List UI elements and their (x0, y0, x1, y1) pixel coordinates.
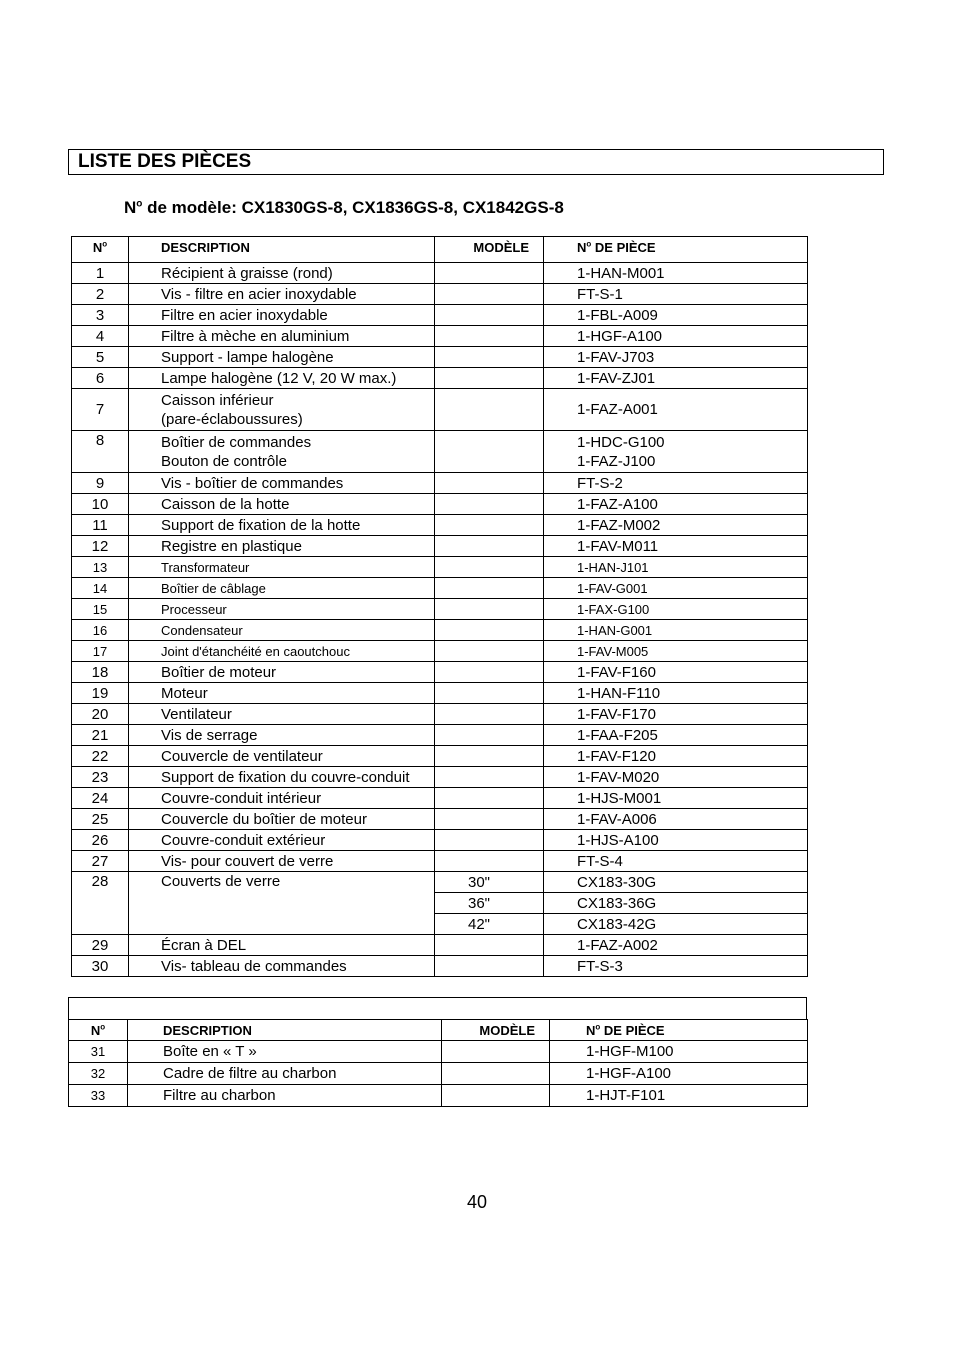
part-number-index: 30 (72, 956, 129, 977)
part-model (435, 767, 544, 788)
table-row (72, 536, 808, 557)
table-row (72, 725, 808, 746)
table-row (69, 1041, 808, 1063)
table-row (72, 935, 808, 956)
part-model (435, 788, 544, 809)
part-number-index: 26 (72, 830, 129, 851)
part-description: Lampe halogène (12 V, 20 W max.) (129, 368, 435, 389)
part-number-index: 1 (72, 263, 129, 284)
part-description: Couvercle du boîtier de moteur (129, 809, 435, 830)
table-row (72, 851, 808, 872)
part-number-index: 25 (72, 809, 129, 830)
header-description: DESCRIPTION (129, 237, 435, 263)
part-number-index: 7 (72, 389, 129, 431)
part-number-index: 5 (72, 347, 129, 368)
part-number-index: 13 (72, 557, 129, 578)
part-code: 1-FBL-A009 (544, 305, 808, 326)
part-description: Couverts de verre (129, 872, 435, 935)
part-code: 1-FAV-F170 (544, 704, 808, 725)
table-row (72, 599, 808, 620)
part-code: FT-S-3 (544, 956, 808, 977)
table-row (72, 620, 808, 641)
part-description: Caisson inférieur (pare-éclaboussures) (129, 389, 435, 431)
part-number-index: 9 (72, 473, 129, 494)
part-description: Cadre de filtre au charbon (128, 1063, 442, 1085)
part-model (435, 683, 544, 704)
part-model (435, 557, 544, 578)
part-description: Récipient à graisse (rond) (129, 263, 435, 284)
part-number-index: 24 (72, 788, 129, 809)
table-row (72, 284, 808, 305)
table-row (72, 326, 808, 347)
part-description: Boîtier de moteur (129, 662, 435, 683)
section-title: LISTE DES PIÈCES (78, 151, 252, 172)
part-model (435, 746, 544, 767)
part-model (435, 809, 544, 830)
part-model (435, 578, 544, 599)
part-description: Boîtier de commandes Bouton de contrôle (129, 431, 435, 473)
part-code: 1-HGF-A100 (544, 326, 808, 347)
table-row (72, 788, 808, 809)
part-number-index: 27 (72, 851, 129, 872)
table-row (72, 473, 808, 494)
table-row (72, 557, 808, 578)
part-code: 1-FAV-J703 (544, 347, 808, 368)
part-model (442, 1041, 550, 1063)
table-row (72, 494, 808, 515)
table-row (72, 263, 808, 284)
table-row (72, 662, 808, 683)
part-code: 1-FAV-A006 (544, 809, 808, 830)
header-part-no: $N^o$ DE PIÈCE (544, 237, 808, 263)
table-row (69, 1085, 808, 1107)
part-description: Couvre-conduit extérieur (129, 830, 435, 851)
parts-table (71, 236, 808, 977)
part-code: 1-FAV-F120 (544, 746, 808, 767)
part-number-index: 22 (72, 746, 129, 767)
part-model (435, 347, 544, 368)
part-code: 1-FAV-G001 (544, 578, 808, 599)
part-model (435, 389, 544, 431)
part-model (435, 956, 544, 977)
part-code: 1-FAZ-A100 (544, 494, 808, 515)
part-description: Boîte en « T » (128, 1041, 442, 1063)
table-row (72, 389, 808, 431)
table-row (72, 368, 808, 389)
part-description: Couvercle de ventilateur (129, 746, 435, 767)
part-description: Vis de serrage (129, 725, 435, 746)
part-model: 42" (435, 914, 544, 935)
part-number-index: 15 (72, 599, 129, 620)
part-model (435, 599, 544, 620)
part-model (435, 494, 544, 515)
table-row (72, 515, 808, 536)
header-model: MODÈLE (442, 1020, 550, 1041)
part-model (435, 263, 544, 284)
part-model (435, 725, 544, 746)
part-code: FT-S-4 (544, 851, 808, 872)
header-model: MODÈLE (435, 237, 544, 263)
accessories-title-box (68, 997, 807, 1020)
table-row (72, 830, 808, 851)
part-model (435, 368, 544, 389)
header-part-no: $N^o$ DE PIÈCE (550, 1020, 808, 1041)
part-number-index: 11 (72, 515, 129, 536)
part-model (435, 536, 544, 557)
table-row (72, 704, 808, 725)
part-model (435, 431, 544, 473)
table-row (72, 683, 808, 704)
part-code: 1-HJS-M001 (544, 788, 808, 809)
part-model (435, 935, 544, 956)
part-code: 1-HAN-G001 (544, 620, 808, 641)
part-description: Vis - boîtier de commandes (129, 473, 435, 494)
part-description: Condensateur (129, 620, 435, 641)
part-description: Vis- pour couvert de verre (129, 851, 435, 872)
part-model (435, 704, 544, 725)
part-number-index: 29 (72, 935, 129, 956)
part-model (442, 1063, 550, 1085)
part-code: 1-FAV-F160 (544, 662, 808, 683)
part-number-index: 4 (72, 326, 129, 347)
part-code: 1-FAV-ZJ01 (544, 368, 808, 389)
part-description: Filtre en acier inoxydable (129, 305, 435, 326)
accessories-table (68, 1019, 808, 1107)
part-model (435, 662, 544, 683)
part-number-index: 6 (72, 368, 129, 389)
part-code: 1-FAZ-A001 (544, 389, 808, 431)
table-row (72, 578, 808, 599)
part-description: Support de fixation du couvre-conduit (129, 767, 435, 788)
header-no: $N^o$ (72, 237, 129, 263)
part-number-index: 31 (69, 1041, 128, 1063)
header-description: DESCRIPTION (128, 1020, 442, 1041)
part-number-index: 23 (72, 767, 129, 788)
part-description: Registre en plastique (129, 536, 435, 557)
part-number-index: 16 (72, 620, 129, 641)
part-description: Moteur (129, 683, 435, 704)
part-code: CX183-30G (544, 872, 808, 893)
part-model (435, 284, 544, 305)
part-model (435, 830, 544, 851)
part-model (435, 641, 544, 662)
part-code: 1-FAX-G100 (544, 599, 808, 620)
table-row (72, 872, 808, 893)
part-number-index: 20 (72, 704, 129, 725)
part-number-index: 2 (72, 284, 129, 305)
part-number-index: 10 (72, 494, 129, 515)
part-description: Support de fixation de la hotte (129, 515, 435, 536)
part-code: 1-HJT-F101 (550, 1085, 808, 1107)
part-code: 1-HGF-A100 (550, 1063, 808, 1085)
part-model (435, 473, 544, 494)
part-code: 1-HAN-F110 (544, 683, 808, 704)
part-code: 1-HAN-M001 (544, 263, 808, 284)
page-number: 40 (466, 1192, 488, 1212)
part-number-index: 33 (69, 1085, 128, 1107)
part-number-index: 17 (72, 641, 129, 662)
part-code: 1-HGF-M100 (550, 1041, 808, 1063)
part-model (435, 851, 544, 872)
table-row (72, 641, 808, 662)
table-row (72, 767, 808, 788)
part-model (442, 1085, 550, 1107)
section-title-box (68, 149, 884, 175)
part-description: Caisson de la hotte (129, 494, 435, 515)
part-model (435, 515, 544, 536)
part-code: FT-S-1 (544, 284, 808, 305)
part-description: Écran à DEL (129, 935, 435, 956)
part-code: 1-FAV-M011 (544, 536, 808, 557)
part-code: 1-HDC-G100 1-FAZ-J100 (544, 431, 808, 473)
part-code: 1-FAV-M005 (544, 641, 808, 662)
part-code: FT-S-2 (544, 473, 808, 494)
part-number-index: 28 (72, 872, 129, 935)
part-model: 36" (435, 893, 544, 914)
part-description: Processeur (129, 599, 435, 620)
table-row (72, 431, 808, 473)
table-row (72, 956, 808, 977)
part-description: Couvre-conduit intérieur (129, 788, 435, 809)
part-description: Vis - filtre en acier inoxydable (129, 284, 435, 305)
part-number-index: 8 (72, 431, 129, 473)
part-description: Filtre au charbon (128, 1085, 442, 1107)
part-model: 30" (435, 872, 544, 893)
accessories-table-header (69, 1020, 808, 1041)
part-code: 1-HJS-A100 (544, 830, 808, 851)
part-number-index: 32 (69, 1063, 128, 1085)
table-row (72, 305, 808, 326)
table-row (72, 809, 808, 830)
part-code: 1-FAA-F205 (544, 725, 808, 746)
part-number-index: 18 (72, 662, 129, 683)
part-code: 1-FAZ-M002 (544, 515, 808, 536)
part-description: Transformateur (129, 557, 435, 578)
part-number-index: 19 (72, 683, 129, 704)
part-number-index: 12 (72, 536, 129, 557)
part-number-index: 3 (72, 305, 129, 326)
model-line: $N^o$ de modèle: CX1830GS-8, CX1836GS-8, CX1842GS-8 (124, 198, 564, 217)
part-model (435, 620, 544, 641)
part-description: Support - lampe halogène (129, 347, 435, 368)
part-description: Filtre à mèche en aluminium (129, 326, 435, 347)
part-description: Vis- tableau de commandes (129, 956, 435, 977)
part-description: Boîtier de câblage (129, 578, 435, 599)
table-row (69, 1063, 808, 1085)
part-code: CX183-42G (544, 914, 808, 935)
part-code: 1-HAN-J101 (544, 557, 808, 578)
parts-table-header (72, 237, 808, 263)
part-description: Joint d'étanchéité en caoutchouc (129, 641, 435, 662)
part-code: 1-FAZ-A002 (544, 935, 808, 956)
part-number-index: 21 (72, 725, 129, 746)
part-description: Ventilateur (129, 704, 435, 725)
part-code: CX183-36G (544, 893, 808, 914)
part-code: 1-FAV-M020 (544, 767, 808, 788)
table-row (72, 746, 808, 767)
part-number-index: 14 (72, 578, 129, 599)
part-model (435, 305, 544, 326)
part-model (435, 326, 544, 347)
table-row (72, 347, 808, 368)
header-no: $N^o$ (69, 1020, 128, 1041)
